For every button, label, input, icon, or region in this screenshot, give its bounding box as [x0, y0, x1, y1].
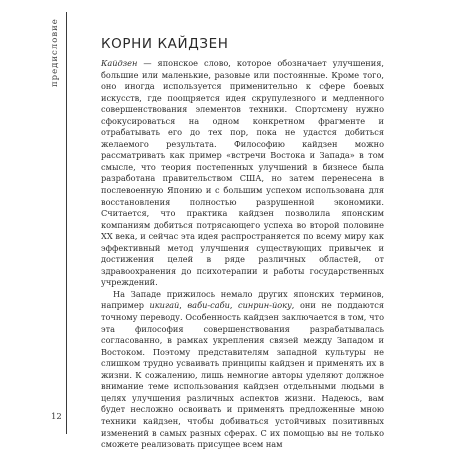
text-run: — японское слово, которое обозначает улучшения, большие или маленькие, разовые или постоянные. Кроме того, оно иногда используется применительно к сфере боевых искусств, где поощряется идея скрупулезного и медленного совершенствования элементов техники. Спортсмену нужно сфокусироваться на одном конкретном фрагменте и отрабатывать его до тех пор, пока не удастся добиться желаемого результата. Философию кайдзен можно рассматривать как пример «встречи Востока и Запада» в том смысле, что теория постепенных улучшений в бизнесе была разработана правительством США, но затем перенесена в послевоенную Японию и с большим успехом использована для восстановления полностью разрушенной экономики. Считается, что практика кайдзен позволила японским компаниям добиться потрясающего успеха во второй половине XX века, и сейчас эта идея распространяется по всему миру как эффективный метод улучшения существующих привычек и достижения целей в ряде различных областей, от здравоохранения до психотерапии и работы государственных учреждений. — [101, 58, 384, 288]
paragraph-list — [101, 58, 384, 451]
article-body — [101, 36, 384, 450]
side-rule — [66, 12, 67, 434]
text-run: , — [179, 300, 188, 311]
text-run: , они не поддаются точному переводу. Особенность кайдзен заключается в том, что эта философия совершенствования разрабатывалась согласованно, в рамках укрепления связей между Западом и Востоком. Поэтому представителям западной культуры не слишком трудно усваивать принципы кайдзен и применять их в жизни. К сожалению, лишь немногие авторы уделяют должное внимание теме использования кайдзен отдельными людьми в целях улучшения различных аспектов жизни. Надеюсь, вам будет несложно освоивать и применять предложенные мною техники кайдзен, чтобы добиваться устойчивых позитивных изменений в самых разных сферах. С их помощью вы не только сможете реализовать присущее всем нам — [101, 300, 384, 450]
italic-term: икигай — [149, 300, 180, 311]
text-run: , — [229, 300, 239, 311]
page-number: 12 — [51, 412, 62, 422]
body-paragraph — [101, 289, 384, 451]
chapter-heading: КОРНИ КАЙДЗЕН — [101, 36, 229, 52]
italic-term: синрин-йоку — [238, 300, 292, 311]
italic-term: ваби-саби — [187, 300, 230, 311]
text-run: На Западе прижилось немало других японских терминов, например — [101, 288, 384, 311]
italic-term: Кайдзен — [101, 58, 138, 68]
body-paragraph — [101, 58, 384, 289]
section-label: предисловие — [50, 18, 60, 87]
